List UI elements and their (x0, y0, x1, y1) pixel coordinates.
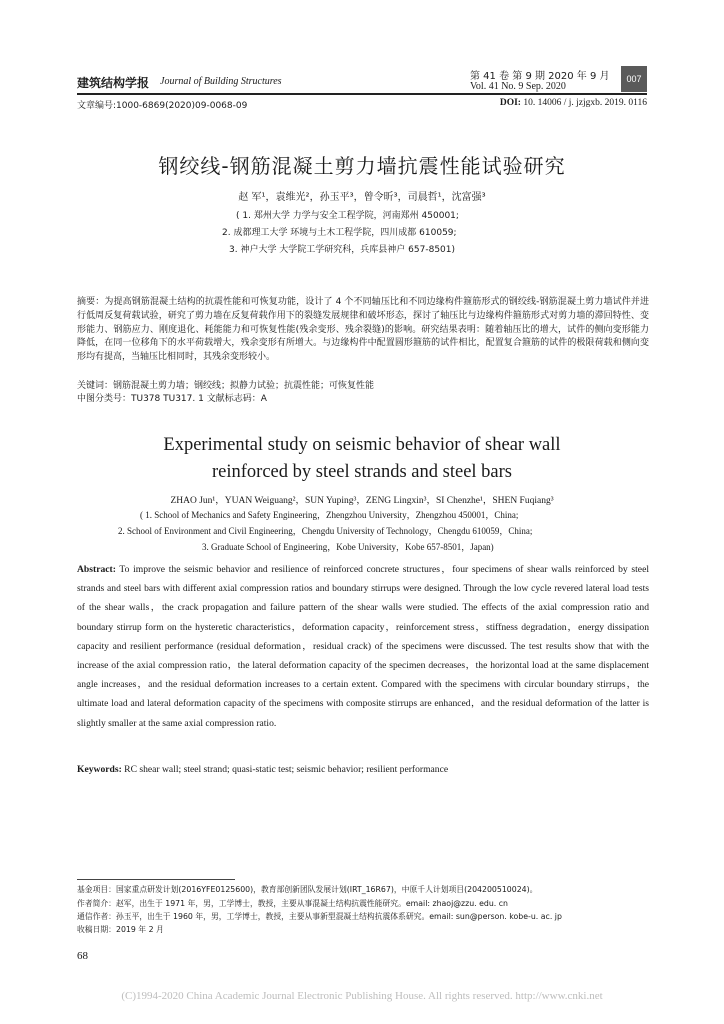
title-en-line-2: reinforced by steel strands and steel bars (211, 462, 512, 482)
affiliation-cn-1: ( 1. 郑州大学 力学与安全工程学院，河南郑州 450001; (236, 211, 459, 221)
footnote-rule (77, 879, 235, 880)
abstract-en-label: Abstract: (77, 564, 116, 575)
authors-cn: 赵 军¹，袁维光²，孙玉平³，曾令昕³，司晨哲¹，沈富强³ (238, 192, 486, 203)
abstract-en (77, 560, 649, 733)
doi-label: DOI: (499, 98, 521, 108)
journal-name-cn: 建筑结构学报 (77, 76, 150, 90)
header-rule (77, 93, 647, 95)
affiliation-en-1: ( 1. School of Mechanics and Safety Engineering，Zhengzhou University，Zhengzhou 450001，China; (140, 510, 519, 520)
keywords-en-text: RC shear wall; steel strand; quasi-static test; seismic behavior; resilient performance (121, 764, 449, 775)
keywords-en-label: Keywords: (77, 764, 122, 775)
doi-value: 10. 14006 / j. jzjgxb. 2019. 0116 (520, 98, 647, 108)
keywords-en (77, 764, 448, 775)
affiliation-cn-3: 3. 神户大学 大学院工学研究科，兵库县神户 657-8501) (229, 245, 456, 255)
title-cn: 钢绞线-钢筋混凝土剪力墙抗震性能试验研究 (158, 154, 566, 178)
footnote-author-bio: 作者简介：赵军，出生于 1971 年，男，工学博士，教授，主要从事混凝土结构抗震性能研究。email: zhaoj@zzu. edu. cn (77, 899, 508, 908)
affiliation-cn-2: 2. 成都理工大学 环境与土木工程学院，四川成都 610059; (222, 228, 457, 238)
abstract-cn: 摘要：为提高钢筋混凝土结构的抗震性能和可恢复功能，设计了 4 个不同轴压比和不同边缘构件箍筋形式的钢绞线-钢筋混凝土剪力墙试件并进行低周反复荷载试验，研究了剪力墙在反复荷载作用下的裂缝发展规律和破坏形态，探讨了轴压比与边缘构件箍筋形式对剪力墙的滞回特性、变形能力、钢筋应力、刚度退化、耗能能力和可恢复性能(残余变形、残余裂缝)的影响。研究结果表明：随着轴压比的增大，试件的侧向变形能力降低，在同一位移角下的水平荷载增大，残余变形有所增大。与边缘构件中配置圆形箍筋的试件相比，配置复合箍筋的试件的极限荷载和侧向变形均有提高，当轴压比相同时，其残余变形较小。 (77, 297, 649, 363)
article-number: 文章编号:1000-6869(2020)09-0068-09 (77, 101, 248, 111)
keywords-cn: 关键词：钢筋混凝土剪力墙；钢绞线；拟静力试验；抗震性能；可恢复性能 (77, 381, 375, 391)
affiliation-en-3: 3. Graduate School of Engineering，Kobe University，Kobe 657-8501，Japan) (202, 542, 494, 552)
footnote-funding: 基金项目：国家重点研发计划(2016YFE0125600)，教育部创新团队发展计划(IRT_16R67)，中原千人计划项目(204200510024)。 (77, 885, 538, 894)
page-number: 68 (77, 950, 88, 962)
journal-name-en: Journal of Building Structures (160, 76, 282, 87)
footnote-received: 收稿日期：2019 年 2 月 (77, 925, 164, 934)
abstract-en-text: To improve the seismic behavior and resilience of reinforced concrete structures，four specimens of shear walls reinforced by steel strands and steel bars with different axial compression ratios and boundary stirrups were designed. Through the low cycle revered lateral load tests of the shear walls，the crack propagation and failure pattern of the shear walls were studied. The effects of the axial compression ratio and boundary stirrup form on the hysteretic characteristics，deformation capacity，reinforcement stress，stiffness degradation，energy dissipation capacity and resilient performance (residual deformation，residual crack) of the specimens were discussed. The test results show that with the increase of the axial compression ratio，the lateral deformation capacity of the specimen decreases，the horizontal load at the same displacement angle increases，and the residual deformation increases to a certain extent. Compared with the specimens with circular boundary stirrups，the ultimate load and lateral deformation capacity of the specimens with composite stirrups are enhanced，and the residual deformation of the latter is slightly smaller at the same axial compression ratio. (77, 564, 649, 729)
authors-en: ZHAO Jun¹，YUAN Weiguang²，SUN Yuping³，ZENG Lingxin³，SI Chenzhe¹，SHEN Fuqiang³ (170, 496, 554, 506)
copyright-watermark: (C)1994-2020 China Academic Journal Electronic Publishing House. All rights reserved. http://www.cnki.net (121, 990, 603, 1002)
title-en (0, 432, 724, 486)
volume-info-en: Vol. 41 No. 9 Sep. 2020 (470, 81, 566, 92)
title-en-line-1: Experimental study on seismic behavior of shear wall (163, 435, 561, 455)
page-badge: 007 (621, 66, 647, 92)
volume-info-cn: 第 41 卷 第 9 期 2020 年 9 月 (470, 71, 610, 82)
footnote-corresponding: 通信作者：孙玉平，出生于 1960 年，男，工学博士，教授，主要从事新型混凝土结构抗震体系研究。email: sun@person. kobe-u. ac. jp (77, 912, 562, 921)
classification-cn: 中图分类号：TU378 TU317. 1 文献标志码：A (77, 394, 267, 404)
doi (500, 98, 647, 108)
affiliation-en-2: 2. School of Environment and Civil Engineering，Chengdu University of Technology，Chengdu 610059，China; (118, 526, 533, 536)
